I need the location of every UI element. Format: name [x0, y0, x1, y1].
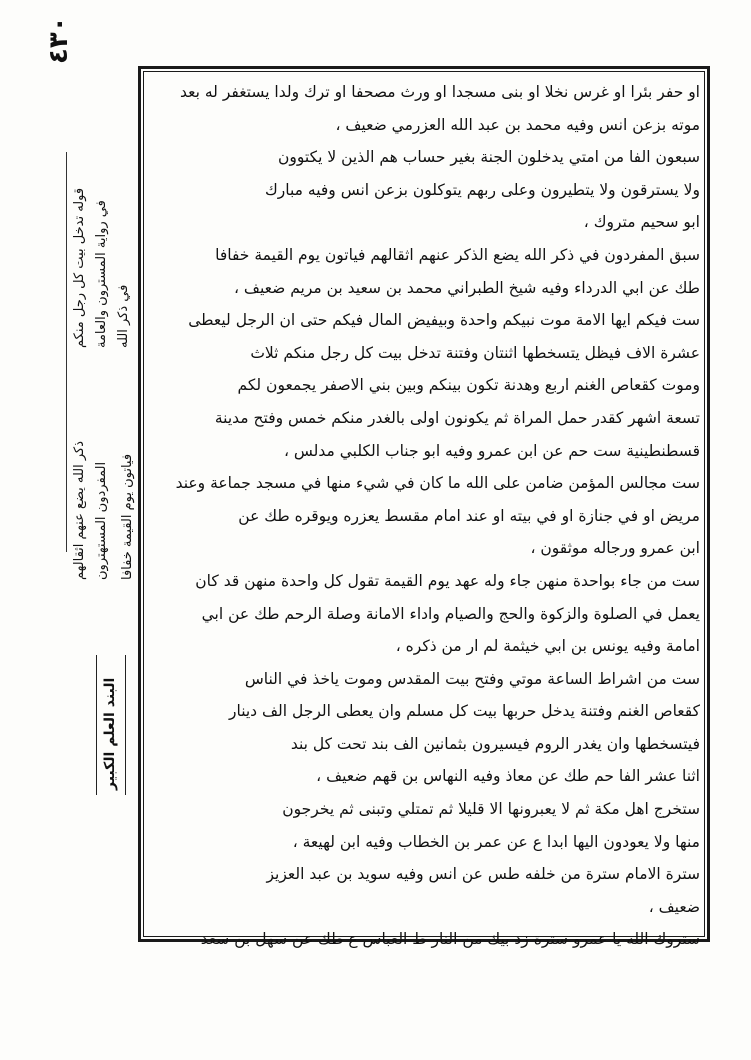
text-line: ستخرج اهل مكة ثم لا يعبرونها الا قليلا ثم تمتلي وتبنى ثم يخرجون — [282, 800, 700, 819]
text-line: قسطنطينية ست حم عن ابن عمرو وفيه ابو جناب الكلبي مدلس ، — [283, 441, 700, 460]
text-line: كقعاص الغنم وفتنة يدخل حربها بيت كل مسلم وان يعطى الرجل الف دينار — [228, 702, 700, 721]
text-line: سبق المفردون في ذكر الله يضع الذكر عنهم اثقالهم فياتون يوم القيمة خفافا — [215, 245, 700, 264]
text-line: امامة وفيه يونس بن ابي خيثمة لم ار من ذكره ، — [395, 637, 700, 656]
text-line: وموت كقعاص الغنم اربع وهدنة تكون بينكم وبين بني الاصفر يجمعون لكم — [237, 376, 700, 395]
text-line: فيتسخطها وان يغدر الروم فيسيرون بثمانين الف بند تحت كل بند — [290, 734, 700, 753]
text-line: ابو سحيم متروك ، — [583, 213, 700, 232]
margin-note-5: المفردون المستهترون — [94, 461, 109, 580]
text-line: او حفر بئرا او غرس نخلا او بنى مسجدا او ورث مصحفا او ترك ولدا يستغفر له بعد — [180, 83, 700, 101]
main-text-block — [150, 76, 700, 949]
text-line: تسعة اشهر كقدر حمل المراة ثم يكونون اولى بالغدر منكم خمس وفتح مدينة — [214, 408, 700, 427]
text-line: ست مجالس المؤمن ضامن على الله ما كان في شيء منها في مسجد جماعة وعند — [175, 474, 700, 493]
folio-number: ٤٣٠ — [44, 16, 74, 64]
text-line: سبعون الفا من امتي يدخلون الجنة بغير حساب هم الذين لا يكتوون — [278, 148, 700, 167]
margin-note-7: البند العلم الكبير — [102, 677, 118, 790]
text-line: ست فيكم ايها الامة موت نبيكم واحدة وبيفيض المال فيكم حتى ان الرجل ليعطى — [188, 311, 700, 330]
margin-note-4: ذكر الله يضع عنهم اثقالهم — [72, 440, 87, 580]
text-line: سترة الامام سترة من خلفه طس عن انس وفيه سويد بن عبد العزيز — [266, 865, 700, 884]
margin-note-1: قوله تدخل بيت كل رجل منكم — [72, 187, 87, 348]
text-line: اثنا عشر الفا حم طك عن معاذ وفيه النهاس بن قهم ضعيف ، — [316, 767, 700, 786]
text-line: ولا يسترقون ولا يتطيرون وعلى ربهم يتوكلون بزعن انس وفيه مبارك — [265, 180, 700, 199]
margin-note-3: في ذكر الله — [116, 284, 131, 348]
text-line: مريض او في جنازة او في بيته او عند امام مقسط يعزره ويوقره طك عن — [238, 506, 700, 525]
text-line: منها ولا يعودون اليها ابدا ع عن عمر بن الخطاب وفيه ابن لهيعة ، — [292, 832, 700, 851]
margin-note-6: فياتون يوم القيمة خفافا — [120, 453, 135, 580]
margin-rule — [66, 152, 67, 552]
text-line: ست من جاء بواحدة منهن جاء وله عهد يوم القيمة تقول كل واحدة منهن قد كان — [195, 571, 700, 590]
text-line: ضعيف ، — [648, 897, 700, 916]
text-line: عشرة الاف فيظل يتسخطها اثنتان وفتنة تدخل بيت كل رجل منكم ثلاث — [250, 343, 700, 362]
text-line: يعمل في الصلوة والزكوة والحج والصيام واداء الامانة وصلة الرحم طك عن ابي — [201, 604, 700, 623]
text-line: طك عن ابي الدرداء وفيه شيخ الطبراني محمد بن سعيد بن مريم ضعيف ، — [233, 278, 700, 297]
text-line: ست من اشراط الساعة موتي وفتح بيت المقدس وموت ياخذ في الناس — [244, 669, 700, 688]
text-line: ستروك الله يا عمرو سترة زد بيك من النار ط العباس ع طك عن سهل بن سعد — [200, 930, 700, 949]
margin-note-2: في رواية المسترون والعامة — [94, 200, 109, 348]
text-line: ابن عمرو ورجاله موثقون ، — [530, 539, 700, 558]
text-line: موته بزعن انس وفيه محمد بن عبد الله العزرمي ضعيف ، — [335, 115, 700, 134]
